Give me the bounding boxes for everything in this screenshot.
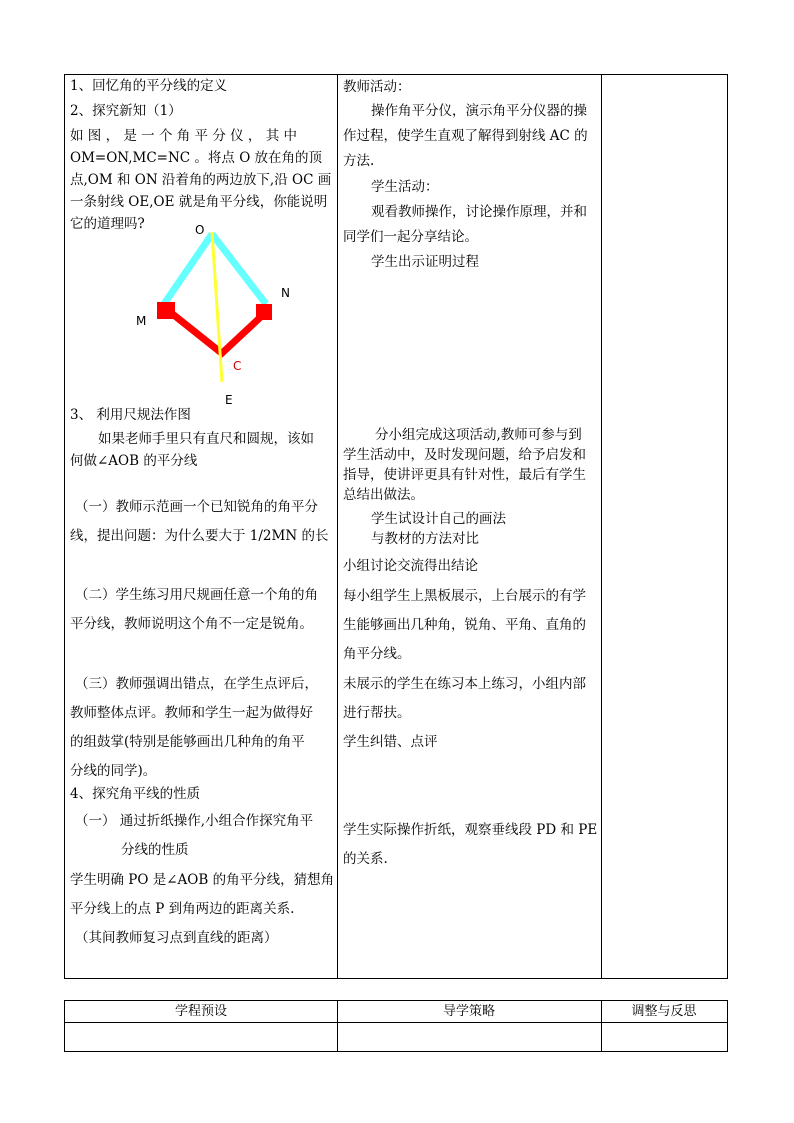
label-n: N [281, 286, 290, 300]
paragraph-line: 它的道理吗? [70, 216, 145, 232]
activity-line: 总结出做法。 [343, 487, 424, 503]
arm-on [212, 234, 266, 304]
section-4-heading: 4、探究角平线的性质 [70, 786, 201, 802]
step-3-line: （三）教师强调出错点，在学生点评后， [75, 676, 318, 692]
step-1-line: 线，提出问题：为什么要大于 1/2MN 的长 [70, 528, 329, 544]
paragraph-line: （其间教师复习点到直线的距离） [75, 930, 278, 946]
header-adjust-reflect: 调整与反思 [631, 1004, 697, 1019]
activity-line: 指导，使讲评更具有针对性，最后有学生 [343, 467, 586, 483]
step-4-line: 分线的性质 [121, 842, 189, 858]
joint-m [157, 302, 175, 319]
activity-line: 的关系. [343, 851, 388, 867]
footer-table [64, 1000, 728, 1052]
label-c: C [233, 359, 242, 373]
header-learning-presets: 学程预设 [174, 1004, 227, 1019]
activity-line: 学生纠错、点评 [343, 734, 438, 750]
header-guidance-strategy: 导学策略 [442, 1004, 495, 1019]
paragraph-line: 如果老师手里只有直尺和圆规，该如 [98, 431, 314, 447]
activity-line: 未展示的学生在练习本上练习，小组内部 [343, 676, 586, 692]
activity-line: 分小组完成这项活动,教师可参与到 [375, 427, 582, 443]
joint-n [256, 304, 272, 320]
teacher-activity-heading: 教师活动： [343, 79, 411, 95]
paragraph-line: 一条射线 OE,OE 就是角平分线，你能说明 [70, 194, 328, 210]
paragraph-line: 如 图 ， 是 一 个 角 平 分 仪 ， 其 中 [70, 128, 297, 144]
column-divider-1 [337, 75, 338, 978]
activity-line: 学生活动中，及时发现问题，给予启发和 [343, 447, 586, 463]
student-activity-heading: 学生活动： [371, 179, 439, 195]
paragraph-line: OM=ON,MC=NC 。将点 O 放在角的顶 [70, 150, 323, 166]
activity-line: 每小组学生上黑板展示，上台展示的有学 [343, 588, 586, 604]
activity-line: 进行帮扶。 [343, 705, 411, 721]
activity-line: 方法. [343, 153, 375, 169]
section-2-heading: 2、探究新知（1） [70, 103, 182, 119]
paragraph-line: 何做∠AOB 的平分线 [70, 453, 198, 469]
section-3-heading: 3、 利用尺规法作图 [70, 407, 191, 423]
activity-line: 操作角平分仪，演示角平分仪器的操 [371, 103, 587, 119]
activity-line: 作过程，使学生直观了解得到射线 AC 的 [343, 128, 588, 144]
label-m: M [136, 314, 147, 328]
activity-line: 学生实际操作折纸，观察垂线段 PD 和 PE [343, 822, 598, 838]
ray-oe [212, 232, 222, 382]
activity-line: 观看教师操作，讨论操作原理，并和 [371, 204, 587, 220]
activity-line: 生能够画出几种角，锐角、平角、直角的 [343, 617, 586, 633]
label-o: O [195, 223, 205, 237]
column-divider-2 [601, 75, 602, 978]
footer-row-divider [65, 1022, 727, 1023]
step-2-line: （二）学生练习用尺规画任意一个角的角 [75, 587, 318, 603]
step-1-line: （一）教师示范画一个已知锐角的角平分 [75, 499, 318, 515]
step-4-line: （一） 通过折纸操作,小组合作探究角平 [75, 813, 314, 829]
activity-line: 学生试设计自己的画法 [371, 511, 506, 527]
angle-bisector-diagram [130, 222, 310, 407]
arm-om [164, 234, 212, 304]
activity-line: 同学们一起分享结论。 [343, 229, 478, 245]
activity-line: 与教材的方法对比 [371, 531, 479, 547]
arm-mc [170, 312, 224, 355]
label-e: E [225, 393, 233, 407]
step-3-line: 的组鼓掌(特别是能够画出几种角的角平 [70, 734, 305, 750]
step-2-line: 平分线，教师说明这个角不一定是锐角。 [70, 616, 313, 632]
section-1-heading: 1、回忆角的平分线的定义 [70, 78, 228, 94]
step-3-line: 教师整体点评。教师和学生一起为做得好 [70, 705, 313, 721]
paragraph-line: 平分线上的点 P 到角两边的距离关系. [70, 901, 295, 917]
activity-line: 小组讨论交流得出结论 [343, 558, 478, 574]
activity-line: 角平分线。 [343, 646, 411, 662]
paragraph-line: 学生明确 PO 是∠AOB 的角平分线，猜想角 [70, 872, 335, 888]
activity-line: 学生出示证明过程 [371, 254, 479, 270]
step-3-line: 分线的同学)。 [70, 763, 157, 779]
paragraph-line: 点,OM 和 ON 沿着角的两边放下,沿 OC 画 [70, 172, 332, 188]
